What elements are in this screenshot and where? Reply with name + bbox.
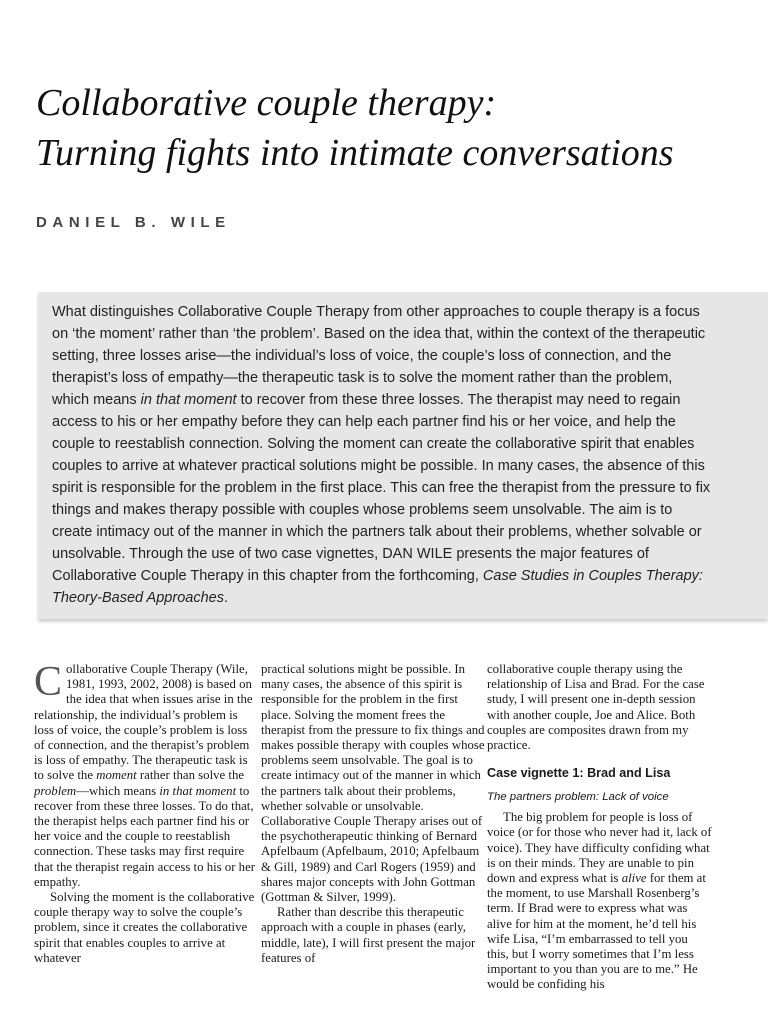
col3-italic-alive: alive: [621, 871, 647, 886]
section-heading: Case vignette 1: Brad and Lisa: [487, 766, 671, 781]
col3-paragraph-1: collaborative couple therapy using the relationship of Lisa and Brad. For the case study, I will present one in-depth session with another couple, Joe and Alice. Both couples are composites drawn from my practice.: [487, 662, 705, 753]
col1-italic-moment: moment: [96, 768, 137, 783]
body-column-3: [487, 662, 712, 993]
col2-paragraph-2: Rather than describe this therapeutic approach with a couple in phases (early, middle, late), I will first present the major features of: [261, 905, 476, 965]
col3-text-b: for them at the moment, to use Marshall Rosenberg’s term. If Brad were to express what was alive for him at the moment, he’d tell his wife Lisa, “I’m embarrassed to tell you this, but I worry sometimes that I’m less important to you than you are to me.” He would be confiding his: [487, 871, 706, 992]
drop-cap: C: [34, 659, 63, 705]
title-line-1: Collaborative couple therapy:: [36, 82, 497, 124]
col1-text-b: rather than solve the: [136, 768, 245, 783]
abstract-end: .: [223, 590, 228, 606]
col3-text-a: The big problem for people is loss of voice (or for those who never had it, lack of voice). They have difficulty confiding what is on their minds. They are unable to pin down and express what is: [487, 810, 712, 886]
col1-paragraph-1: [34, 659, 259, 890]
col1-text-c: —which means: [76, 783, 160, 798]
abstract-book-title: Case Studies in Couples Therapy: Theory-Based Approaches: [52, 568, 703, 606]
author-name: DANIEL B. WILE: [36, 214, 231, 231]
col1-italic-problem: problem: [34, 783, 77, 798]
col3-paragraph-2: [487, 810, 712, 992]
title-line-2: Turning fights into intimate conversations: [36, 132, 674, 174]
abstract-text: [52, 301, 712, 609]
subsection-heading: The partners problem: Lack of voice: [487, 791, 669, 804]
abstract-part-1: What distinguishes Collaborative Couple Therapy from other approaches to couple therapy is a focus on ‘the moment’ rather than ‘the problem’. Based on the idea that, within the context of the therapeutic setting, three losses arise—the individual’s loss of voice, the couple’s loss of connection, and the therapist’s loss of empathy—the therapeutic task is to solve the moment rather than the problem, which means: [52, 304, 706, 408]
col1-text-a: ollaborative Couple Therapy (Wile, 1981, 1993, 2002, 2008) is based on the idea that when issues arise in the relationship, the individual’s problem is loss of voice, the couple’s problem is loss of connection, and the therapist’s problem is loss of empathy. The therapeutic task is to solve the: [34, 662, 253, 783]
col1-italic-in-that-moment: in that moment: [159, 783, 237, 798]
col1-text-d: to recover from these three losses. To do that, the therapist helps each partner find his or her voice and the couple to reestablish connection. These tasks may first require that the therapist regain access to his or her empathy.: [34, 783, 256, 889]
col1-paragraph-2: Solving the moment is the collaborative couple therapy way to solve the couple’s problem, since it creates the collaborative spirit that enables couples to arrive at whatever: [34, 890, 255, 965]
col2-paragraph-1: practical solutions might be possible. In many cases, the absence of this spirit is responsible for the problem in the first place. Solving the moment frees the therapist from the pressure to fix things and makes possible therapy with couples whose problems seem unsolvable. The goal is to create intimacy out of the manner in which the partners talk about their problems, whether solvable or unsolvable. Collaborative Couple Therapy arises out of the psychotherapeutic thinking of Bernard Apfelbaum (Apfelbaum, 2010; Apfelbaum & Gill, 1989) and Carl Rogers (1959) and shares major concepts with John Gottman (Gottman & Silver, 1999).: [261, 662, 485, 905]
body-column-2: [261, 662, 486, 966]
article-title: [36, 78, 756, 178]
abstract-italic-moment: in that moment: [140, 392, 237, 408]
body-column-1: [34, 659, 259, 966]
abstract-part-2: to recover from these three losses. The therapist may need to regain access to his or her empathy before they can help each partner find his or her voice, and help the couple to reestablish connection. Solving the moment can create the collaborative spirit that enables couples to arrive at whatever practical solutions might be possible. In many cases, the absence of this spirit is responsible for the problem in the first place. This can free the therapist from the pressure to fix things and makes therapy possible with couples whose problems seem unsolvable. The aim is to create intimacy out of the manner in which the partners talk about their problems, whether solvable or unsolvable. Through the use of two case vignettes, DAN WILE presents the major features of Collaborative Couple Therapy in this chapter from the forthcoming,: [52, 392, 711, 584]
